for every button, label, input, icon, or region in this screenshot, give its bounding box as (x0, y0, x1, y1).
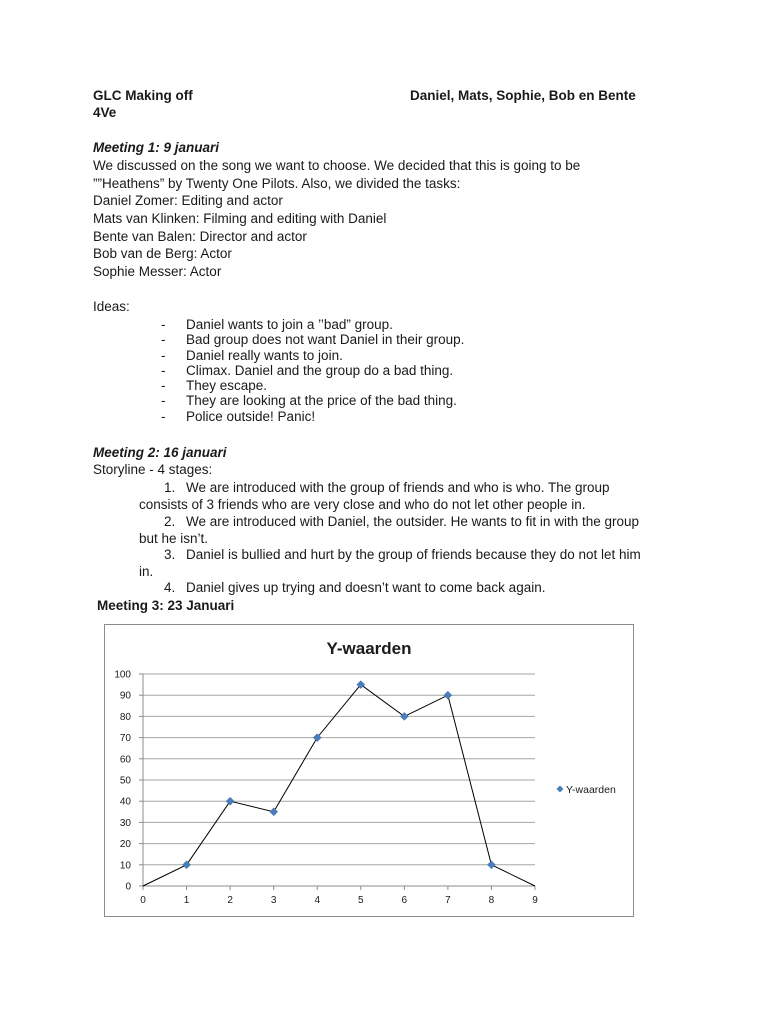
idea-item: Police outside! Panic! (186, 409, 316, 424)
chart-svg (105, 625, 633, 916)
data-point (400, 712, 408, 720)
legend-label: Y-waarden (566, 784, 616, 796)
meeting-1-text-line: ””Heathens” by Twenty One Pilots. Also, we divided the tasks: (93, 176, 461, 191)
task-bob: Bob van de Berg: Actor (93, 246, 232, 261)
list-bullet: - (161, 378, 166, 393)
x-tick-label: 1 (183, 895, 190, 906)
x-tick-label: 4 (314, 895, 321, 906)
list-bullet: - (161, 363, 166, 378)
x-tick-label: 3 (270, 895, 277, 906)
list-bullet: - (161, 409, 166, 424)
idea-item: Bad group does not want Daniel in their group. (186, 332, 465, 347)
list-bullet: - (161, 332, 166, 347)
list-bullet: - (161, 348, 166, 363)
y-tick-label: 0 (125, 881, 131, 893)
stage-text: Daniel is bullied and hurt by the group of friends because they do not let him (186, 547, 641, 562)
idea-item: They are looking at the price of the bad thing. (186, 393, 457, 408)
y-tick-label: 80 (119, 711, 131, 723)
idea-item: They escape. (186, 378, 268, 393)
y-tick-label: 70 (119, 733, 131, 745)
idea-item: Daniel really wants to join. (186, 348, 343, 363)
task-bente: Bente van Balen: Director and actor (93, 229, 307, 244)
meeting-1-text-line: We discussed on the song we want to choose. We decided that this is going to be (93, 158, 581, 173)
list-bullet: - (161, 393, 166, 408)
chart-title: Y-waarden (326, 639, 412, 658)
class-label: 4Ve (93, 105, 117, 120)
data-point (183, 861, 191, 869)
legend-marker-icon (557, 786, 564, 793)
y-tick-label: 30 (119, 817, 131, 829)
task-sophie: Sophie Messer: Actor (93, 264, 222, 279)
stage-text: Daniel gives up trying and doesn’t want to come back again. (186, 580, 546, 595)
stage-number: 3. (164, 547, 176, 562)
stage-text: We are introduced with Daniel, the outsider. He wants to fit in with the group (186, 514, 639, 529)
x-tick-label: 6 (401, 895, 408, 906)
ideas-label: Ideas: (93, 299, 130, 314)
x-tick-label: 9 (532, 895, 538, 906)
y-tick-label: 50 (119, 775, 131, 787)
idea-item: Daniel wants to join a ’’bad” group. (186, 317, 393, 332)
stage-text-continued: consists of 3 friends who are very close and who do not let other people in. (139, 497, 586, 512)
x-tick-label: 0 (140, 895, 146, 906)
y-tick-label: 90 (119, 690, 131, 702)
data-point (487, 861, 495, 869)
y-tick-label: 10 (119, 860, 131, 872)
stage-number: 1. (164, 480, 176, 495)
x-tick-label: 2 (227, 895, 233, 906)
meeting-3-heading: Meeting 3: 23 Januari (97, 598, 235, 613)
x-tick-label: 8 (488, 895, 495, 906)
meeting-1-heading: Meeting 1: 9 januari (93, 140, 220, 155)
chart-area (104, 624, 634, 917)
data-point (444, 691, 452, 699)
document-title: GLC Making off (93, 88, 193, 103)
stage-text-continued: but he isn’t. (139, 531, 209, 546)
list-bullet: - (161, 317, 166, 332)
storyline-label: Storyline - 4 stages: (93, 462, 213, 477)
task-mats: Mats van Klinken: Filming and editing with Daniel (93, 211, 387, 226)
y-tick-label: 60 (119, 754, 131, 766)
y-tick-label: 100 (114, 669, 131, 681)
stage-text-continued: in. (139, 564, 154, 579)
y-tick-label: 20 (119, 839, 131, 851)
data-point (226, 797, 234, 805)
meeting-2-heading: Meeting 2: 16 januari (93, 445, 227, 460)
data-point (270, 808, 278, 816)
idea-item: Climax. Daniel and the group do a bad thing. (186, 363, 454, 378)
task-daniel: Daniel Zomer: Editing and actor (93, 193, 283, 208)
x-tick-label: 7 (445, 895, 451, 906)
authors: Daniel, Mats, Sophie, Bob en Bente (410, 88, 636, 103)
x-tick-label: 5 (357, 895, 364, 906)
y-tick-label: 40 (119, 796, 131, 808)
series-line (143, 685, 535, 886)
stage-number: 4. (164, 580, 176, 595)
stage-number: 2. (164, 514, 176, 529)
stage-text: We are introduced with the group of friends and who is who. The group (186, 480, 610, 495)
